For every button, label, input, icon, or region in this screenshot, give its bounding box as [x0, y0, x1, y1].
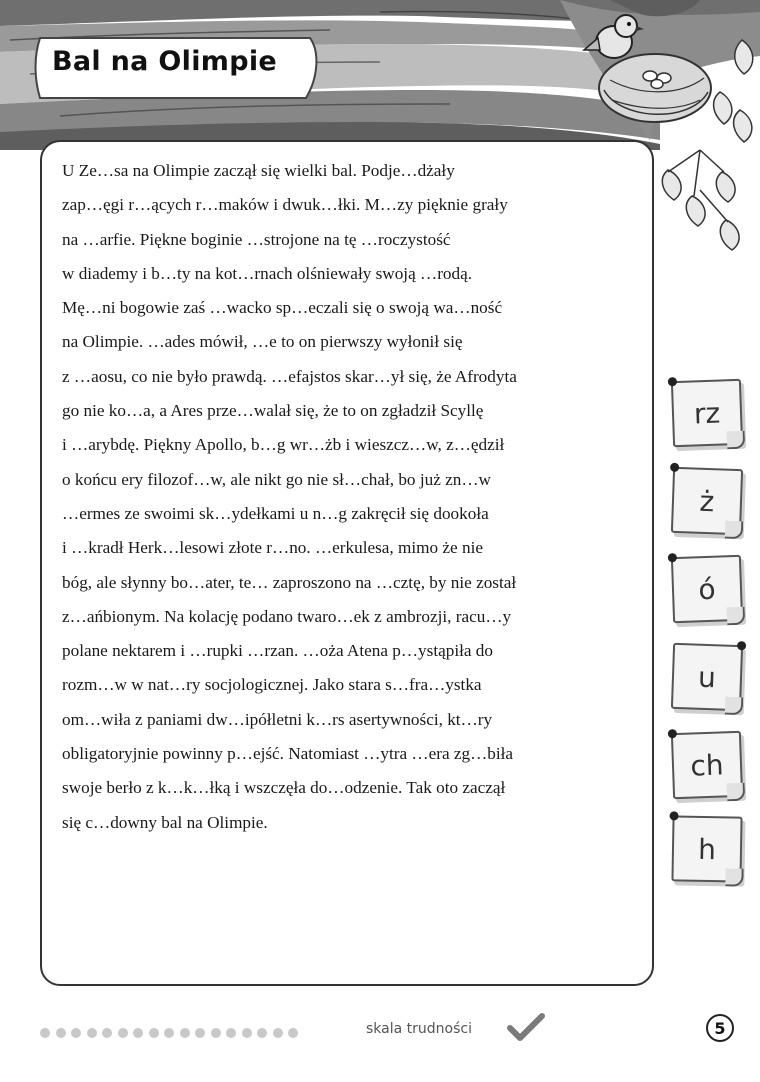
pin-icon [668, 377, 677, 386]
pin-icon [668, 553, 677, 562]
letter-card-u [671, 643, 743, 711]
text-line: na …arfie. Piękne boginie …strojone na tę …roczystość [62, 229, 451, 249]
text-line: zap…ęgi r…ących r…maków i dwuk…łki. M…zy pięknie grały [62, 195, 508, 215]
text-line: swoje berło z k…k…łką i wszczęła do…odzenie. Tak oto zaczął [62, 778, 506, 798]
page-curl-icon [725, 868, 743, 886]
text-line: bóg, ale słynny bo…ater, te… zaproszono na …cztę, by nie został [62, 572, 517, 592]
text-line: o końcu ery filozof…w, ale nikt go nie sł…chał, bo już zn…w [62, 469, 491, 489]
letter-card-label: ó [697, 572, 717, 606]
exercise-text [62, 154, 647, 840]
difficulty-dot [118, 1028, 128, 1038]
page-curl-icon [725, 521, 744, 540]
difficulty-dot [242, 1028, 252, 1038]
difficulty-dot [257, 1028, 267, 1038]
text-line: om…wiła z paniami dw…ipółletni k…rs asertywności, kt…ry [62, 709, 493, 729]
page-title: Bal na Olimpie [52, 46, 277, 77]
difficulty-dot [71, 1028, 81, 1038]
letter-card-label: ż [699, 484, 715, 518]
letter-card-o-acute [671, 555, 743, 623]
difficulty-dot [40, 1028, 50, 1038]
letter-card-zh [671, 467, 743, 535]
difficulty-dot [273, 1028, 283, 1038]
letter-card-label: rz [693, 396, 721, 430]
difficulty-dot [102, 1028, 112, 1038]
text-line: go nie ko…a, a Ares prze…walał się, że to on zgładził Scyllę [62, 401, 484, 421]
pin-icon [669, 811, 678, 820]
difficulty-dots [40, 1028, 298, 1038]
difficulty-dot [211, 1028, 221, 1038]
difficulty-dot [226, 1028, 236, 1038]
page-curl-icon [727, 607, 746, 626]
page-curl-icon [727, 783, 746, 802]
page-curl-icon [727, 431, 746, 450]
letter-card-ch [671, 731, 743, 799]
difficulty-dot [149, 1028, 159, 1038]
difficulty-scale-label: skala trudności [366, 1021, 472, 1037]
checkmark-icon [506, 1012, 546, 1044]
page-number: 5 [706, 1014, 734, 1042]
pin-icon [668, 729, 677, 738]
text-line: obligatoryjnie powinny p…ejść. Natomiast …ytra …era zg…biła [62, 744, 514, 764]
difficulty-dot [180, 1028, 190, 1038]
letter-cards [662, 360, 760, 900]
letter-card-label: ch [689, 747, 725, 783]
text-line: U Ze…sa na Olimpie zaczął się wielki bal. Podje…dżały [62, 161, 455, 180]
text-line: z …aosu, co nie było prawdą. …efajstos skar…ył się, że Afrodyta [62, 366, 517, 386]
difficulty-dot [56, 1028, 66, 1038]
difficulty-dot [195, 1028, 205, 1038]
letter-card-label: h [697, 832, 717, 866]
text-line: i …kradł Herk…lesowi złote r…no. …erkulesa, mimo że nie [62, 538, 483, 558]
text-line: się c…downy bal na Olimpie. [62, 812, 268, 832]
letter-card-h [671, 815, 742, 882]
text-line: na Olimpie. …ades mówił, …e to on pierwszy wyłonił się [62, 332, 463, 352]
difficulty-dot [288, 1028, 298, 1038]
text-line: i …arybdę. Piękny Apollo, b…g wr…żb i wieszcz…w, z…ędził [62, 435, 505, 455]
text-line: rozm…w w nat…ry socjologicznej. Jako stara s…fra…ystka [62, 675, 482, 695]
text-line: w diademy i b…ty na kot…rnach olśniewały swoją …rodą. [62, 263, 473, 283]
difficulty-dot [133, 1028, 143, 1038]
letter-card-rz [671, 379, 743, 447]
page-curl-icon [725, 697, 744, 716]
letter-card-label: u [697, 660, 717, 694]
difficulty-dot [87, 1028, 97, 1038]
pin-icon [670, 463, 679, 472]
difficulty-dot [164, 1028, 174, 1038]
text-line: …ermes ze swoimi sk…ydełkami u n…g zakręcił się dookoła [62, 503, 489, 523]
text-line: Mę…ni bogowie zaś …wacko sp…eczali się o swoją wa…ność [62, 298, 503, 318]
text-line: polane nektarem i …rupki …rzan. …oża Atena p…ystąpiła do [62, 641, 493, 661]
pin-icon [737, 641, 746, 650]
text-line: z…ańbionym. Na kolację podano twaro…ek z ambrozji, racu…y [62, 606, 512, 626]
